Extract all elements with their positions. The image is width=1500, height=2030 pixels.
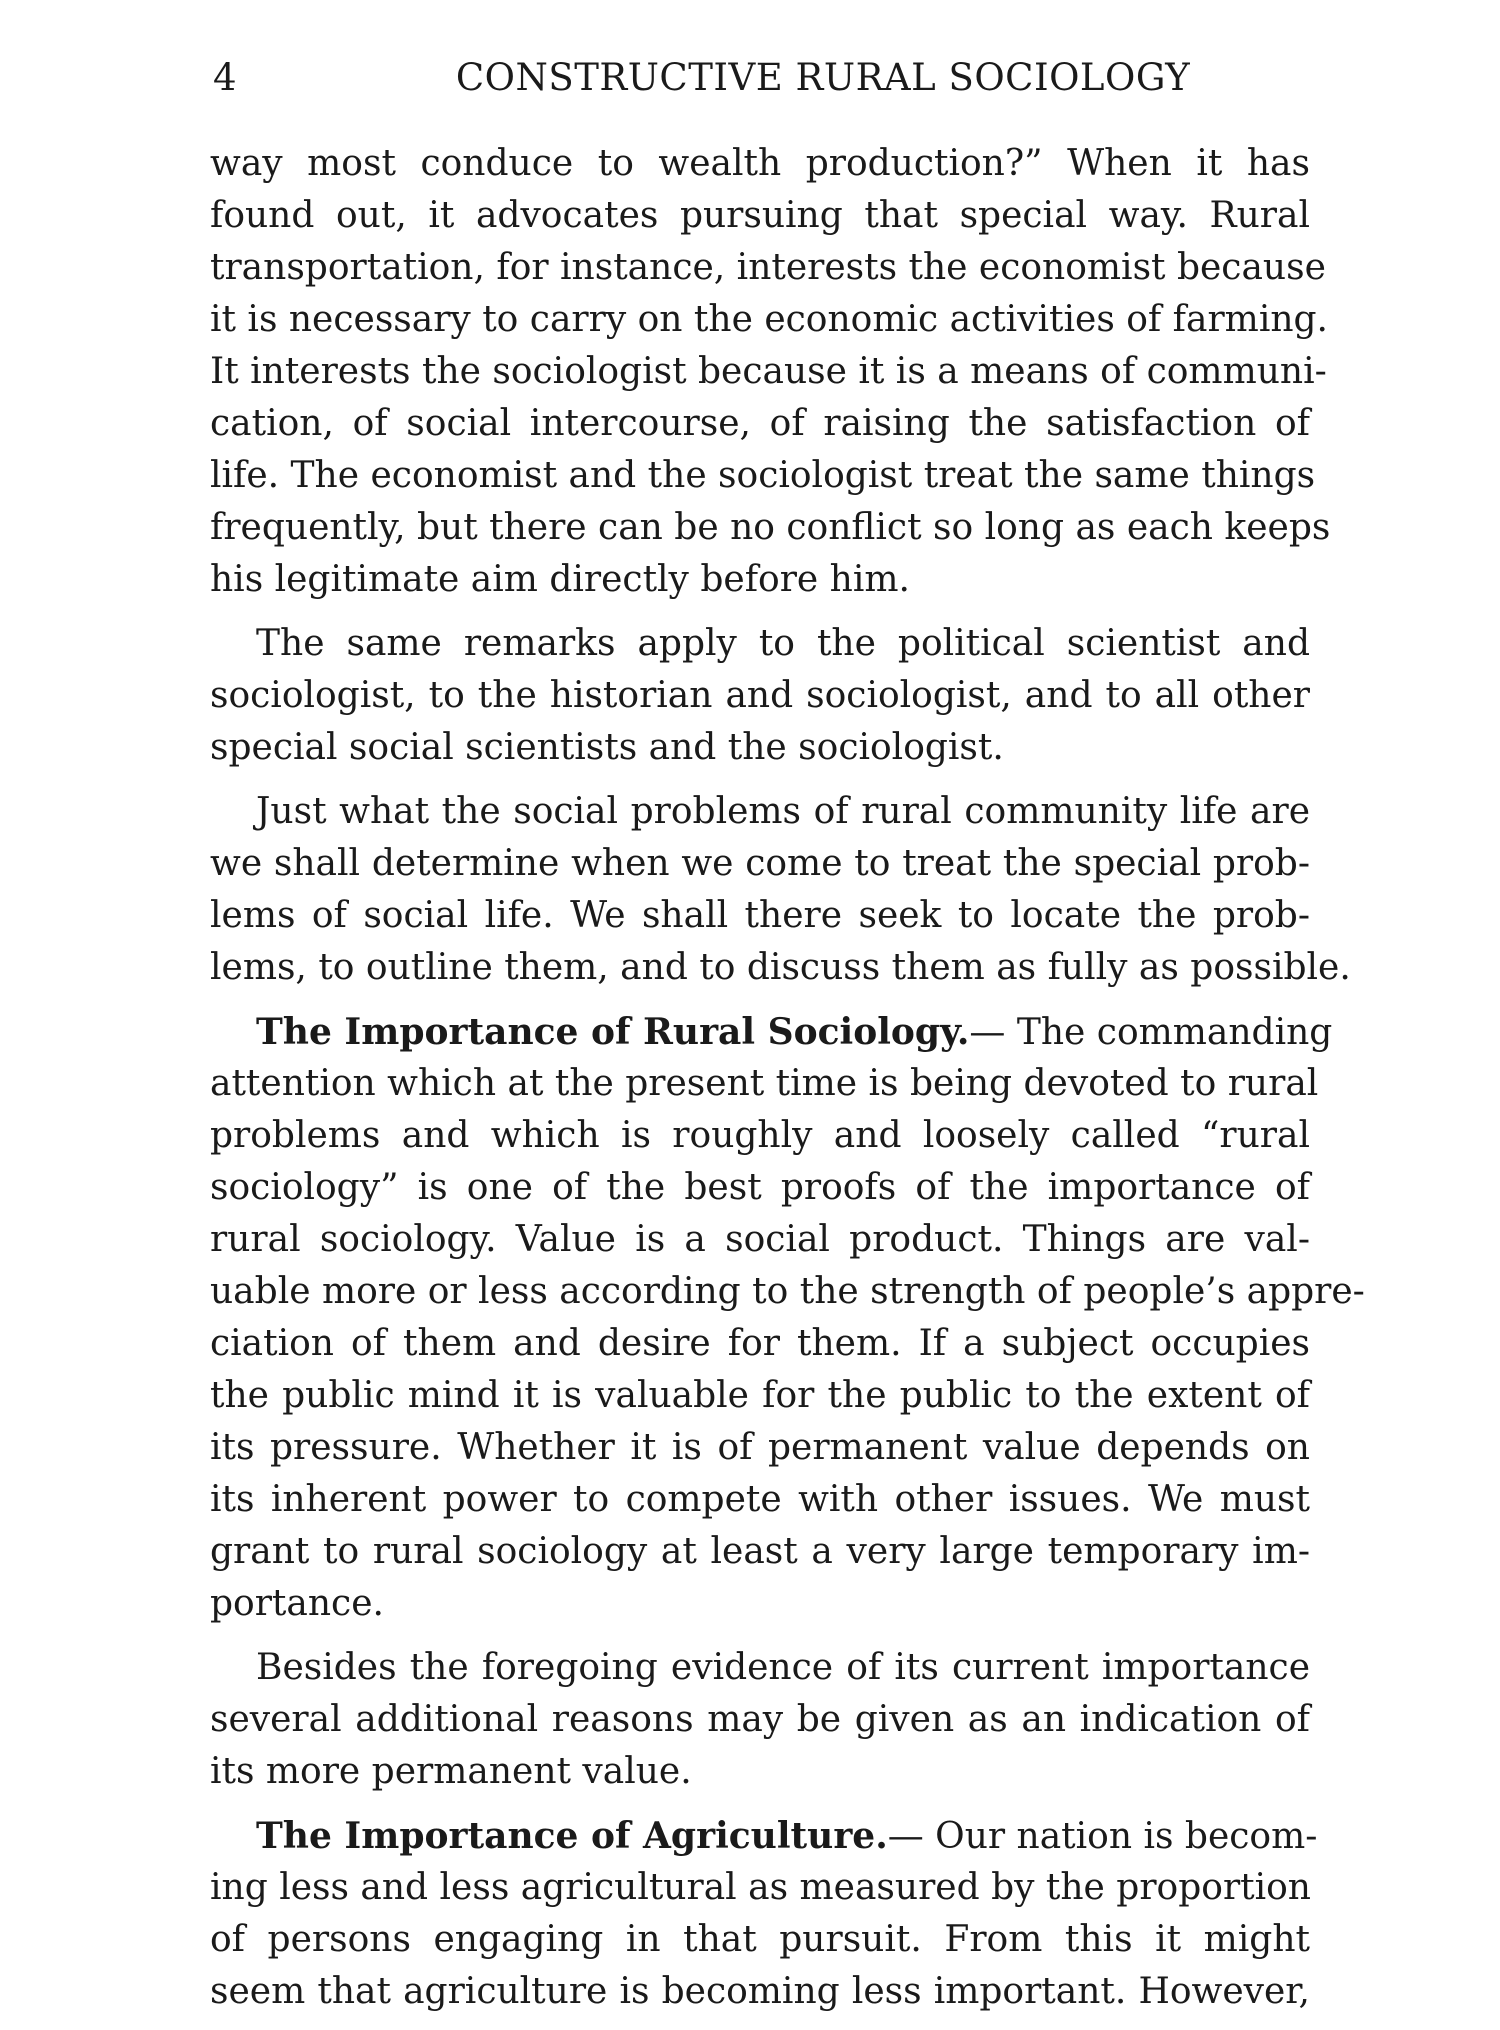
section-heading: The Importance of Rural Sociology. — [256, 1011, 970, 1053]
text-line: lems, to outline them, and to discuss them as fully as possible. — [210, 947, 1351, 988]
text-line: way most conduce to wealth production?” When it has — [210, 143, 1310, 184]
paragraph — [210, 1810, 1318, 2018]
text-line: several additional reasons may be given as an indication of — [210, 1699, 1310, 1740]
body-text — [210, 138, 1365, 2030]
text-line: ciation of them and desire for them. If a subject occupies — [210, 1323, 1310, 1364]
paragraph — [210, 138, 1331, 606]
text-line: special social scientists and the sociologist. — [210, 727, 1004, 768]
text-line: it is necessary to carry on the economic activities of farming. — [210, 299, 1329, 340]
page-number: 4 — [213, 56, 238, 99]
text-line: The same remarks apply to the political scientist and — [256, 623, 1310, 664]
text-line: seem that agriculture is becoming less important. However, — [210, 1971, 1310, 2012]
text-line: its inherent power to compete with other issues. We must — [210, 1479, 1310, 1520]
text-line: rural sociology. Value is a social product. Things are val- — [210, 1219, 1310, 1260]
text-line — [210, 1006, 1333, 1058]
text-line: his legitimate aim directly before him. — [210, 559, 910, 600]
text-line — [210, 1810, 1318, 1862]
paragraph — [210, 786, 1351, 994]
text-line: uable more or less according to the strength of people’s appre- — [210, 1271, 1365, 1312]
heading-line-rest: — The commanding — [969, 1012, 1333, 1053]
text-line: grant to rural sociology at least a very large temporary im- — [210, 1531, 1310, 1572]
text-line: portance. — [210, 1583, 384, 1624]
paragraph — [210, 1642, 1310, 1798]
running-head — [213, 48, 1323, 108]
text-line: Just what the social problems of rural community life are — [256, 791, 1310, 832]
text-line: life. The economist and the sociologist treat the same things — [210, 455, 1316, 496]
text-line: problems and which is roughly and loosely called “rural — [210, 1115, 1310, 1156]
text-line: found out, it advocates pursuing that special way. Rural — [210, 195, 1310, 236]
text-line: lems of social life. We shall there seek to locate the prob- — [210, 895, 1310, 936]
text-line: Besides the foregoing evidence of its current importance — [256, 1647, 1310, 1688]
text-line: sociologist, to the historian and sociologist, and to all other — [210, 675, 1310, 716]
paragraph — [210, 1006, 1365, 1630]
text-line: of persons engaging in that pursuit. From this it might — [210, 1919, 1310, 1960]
text-line: we shall determine when we come to treat the special prob- — [210, 843, 1310, 884]
heading-line-rest: — Our nation is becom- — [887, 1816, 1318, 1857]
text-line: its pressure. Whether it is of permanent value depends on — [210, 1427, 1310, 1468]
paragraph — [210, 618, 1310, 774]
text-line: frequently, but there can be no conflict so long as each keeps — [210, 507, 1331, 548]
text-line: It interests the sociologist because it is a means of communi- — [210, 351, 1327, 392]
text-line: the public mind it is valuable for the public to the extent of — [210, 1375, 1310, 1416]
text-line: cation, of social intercourse, of raising the satisfaction of — [210, 403, 1310, 444]
text-line: its more permanent value. — [210, 1751, 692, 1792]
running-title: CONSTRUCTIVE RURAL SOCIOLOGY — [455, 56, 1191, 99]
section-heading: The Importance of Agriculture. — [256, 1815, 888, 1857]
text-line: attention which at the present time is being devoted to rural — [210, 1063, 1319, 1104]
text-line: transportation, for instance, interests the economist because — [210, 247, 1326, 288]
text-line: ing less and less agricultural as measured by the proportion — [210, 1867, 1311, 1908]
text-line: sociology” is one of the best proofs of the importance of — [210, 1167, 1310, 1208]
